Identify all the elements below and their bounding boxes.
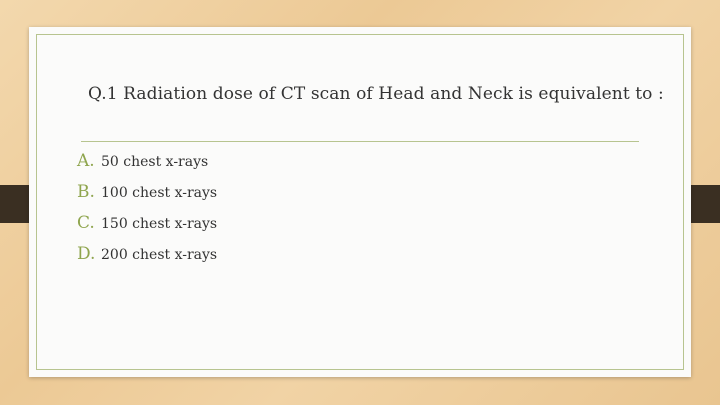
option-text: 150 chest x-rays [101,216,218,232]
option-letter: D. [77,244,96,264]
option-c [77,213,217,244]
option-d [77,244,217,275]
option-text: 50 chest x-rays [101,154,209,170]
question-text: Q.1 Radiation dose of CT scan of Head and Neck is equivalent to : [88,84,664,104]
slide-card [29,27,691,377]
option-letter: A. [77,151,95,171]
divider-line [81,141,639,142]
option-text: 200 chest x-rays [101,247,218,263]
option-letter: C. [77,213,95,233]
option-b [77,182,217,213]
option-text: 100 chest x-rays [101,185,218,201]
option-a [77,151,217,182]
option-letter: B. [77,182,95,202]
options-list [77,151,217,275]
